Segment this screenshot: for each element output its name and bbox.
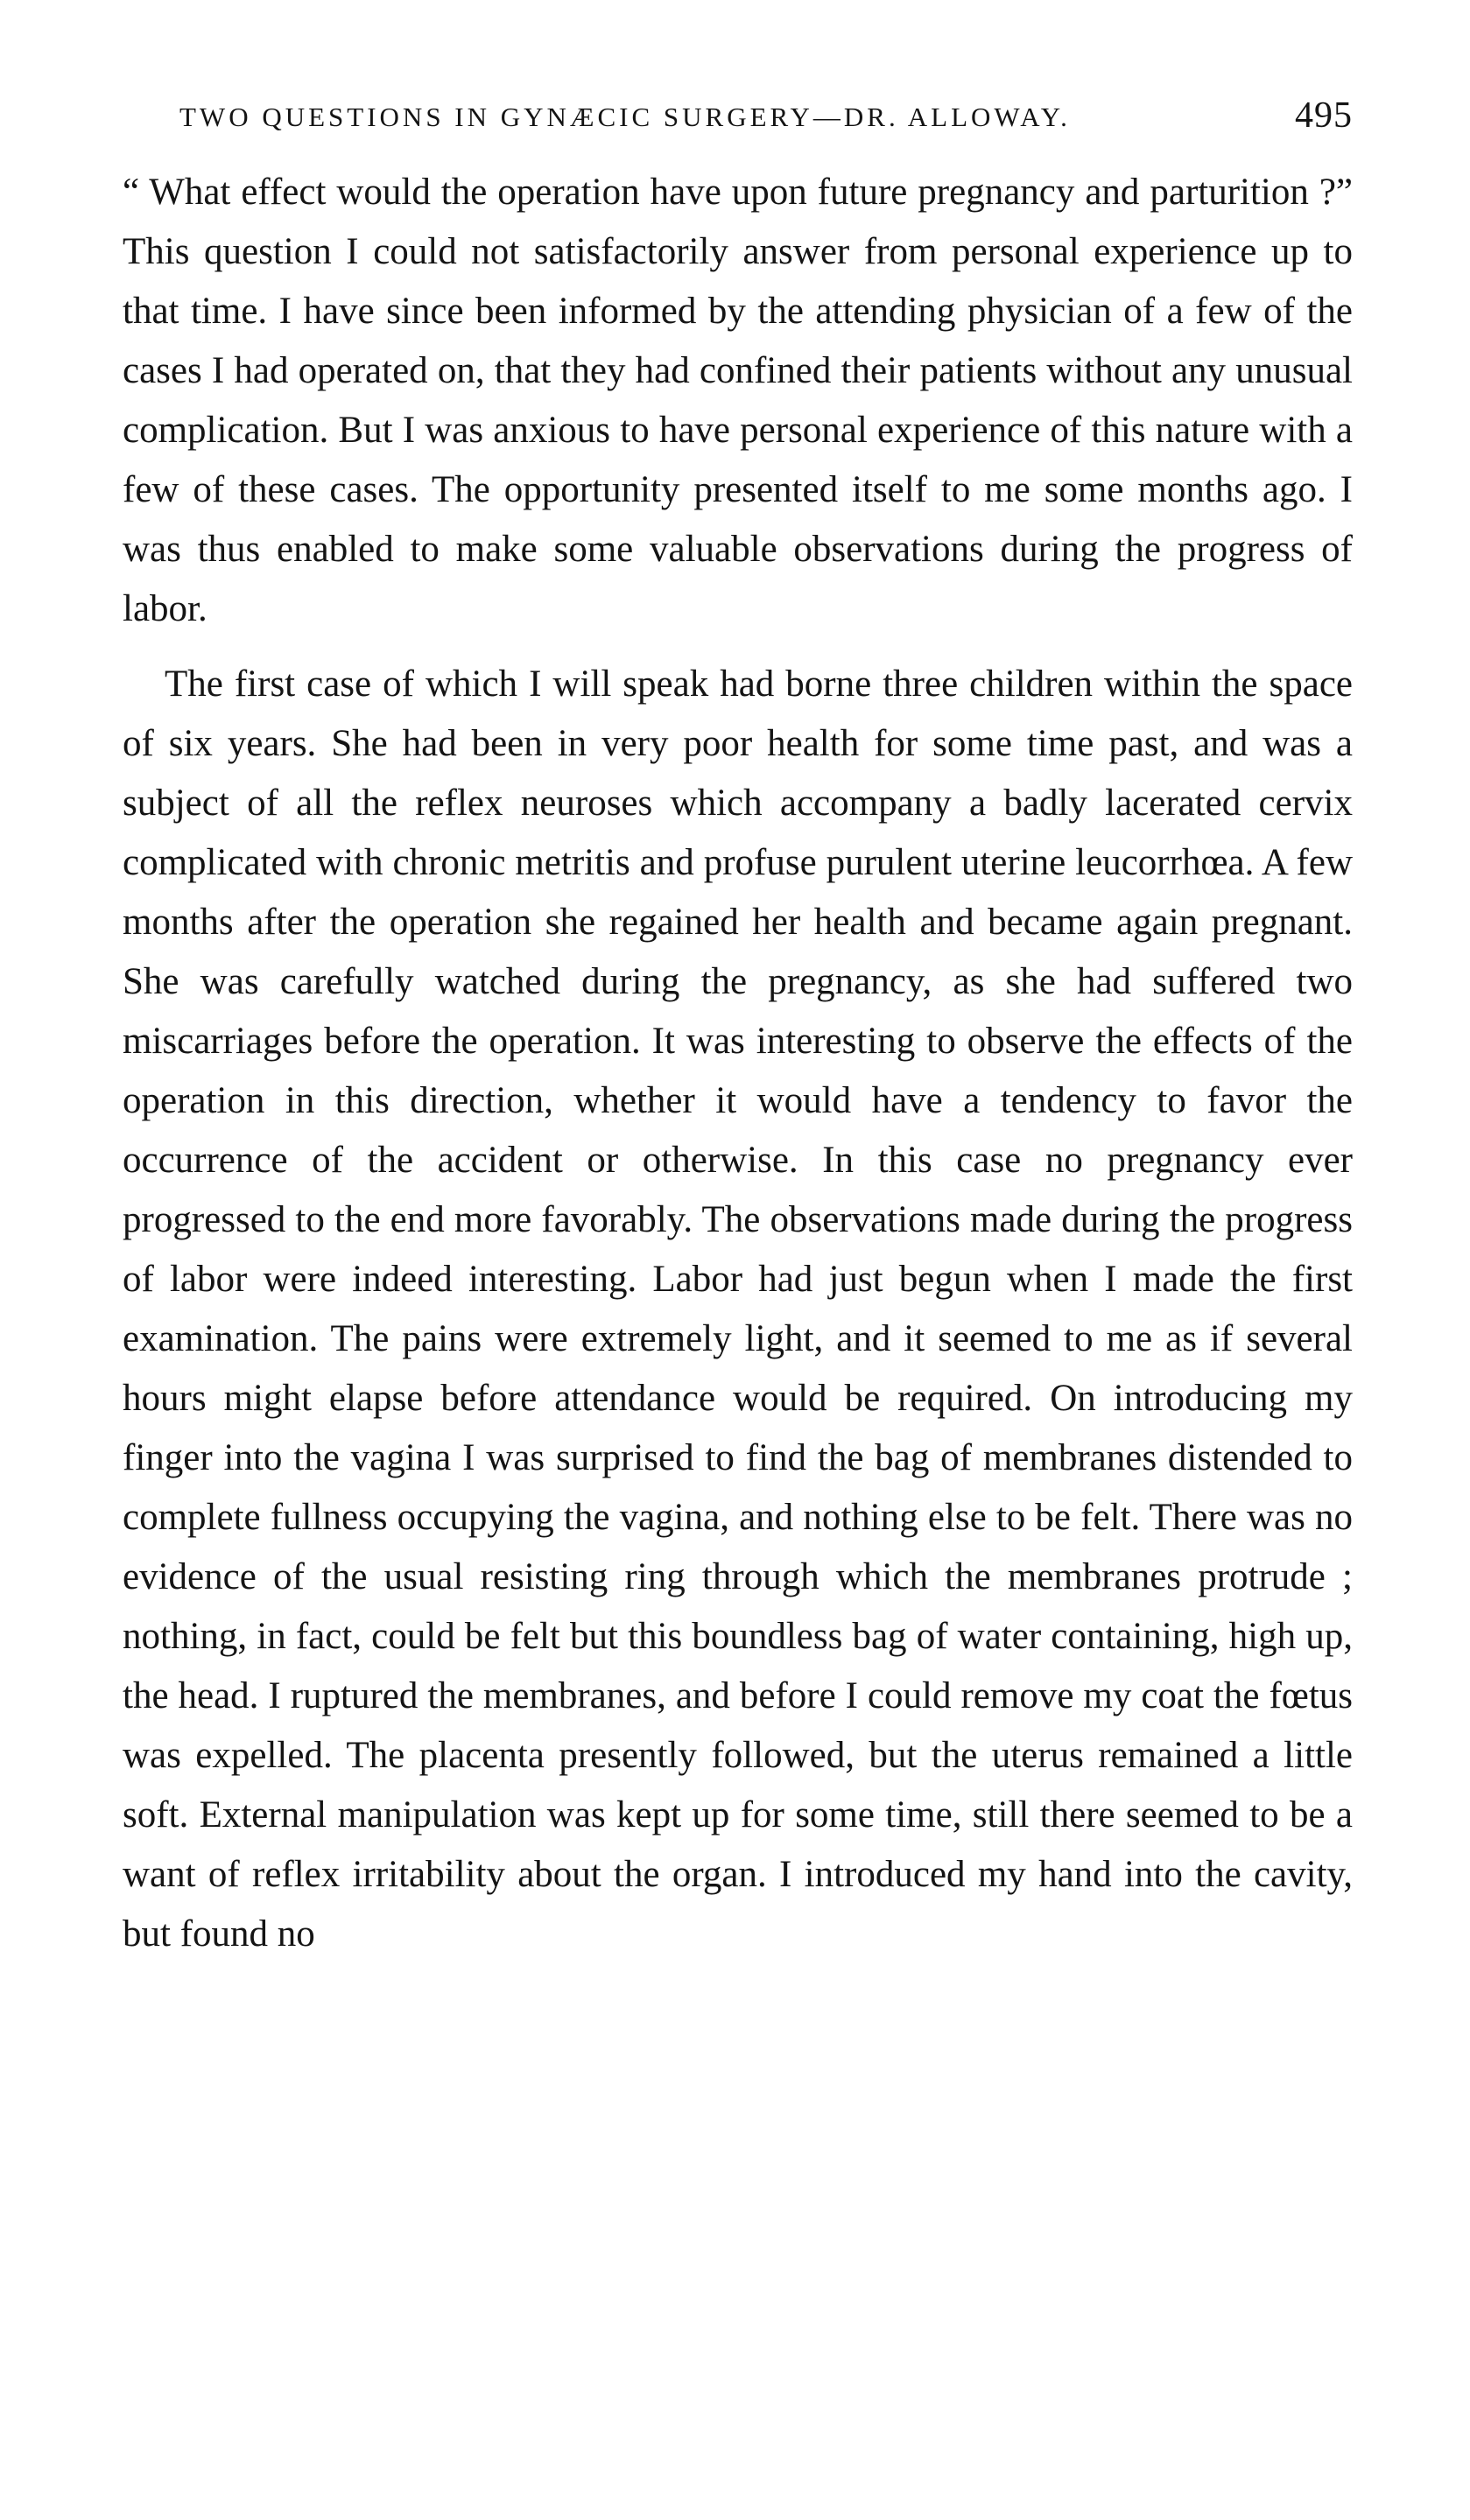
running-title: TWO QUESTIONS IN GYNÆCIC SURGERY—DR. ALLOWAY. — [179, 102, 1071, 132]
page-number: 495 — [1295, 95, 1353, 136]
paragraph-2: The first case of which I will speak had borne three children within the space of six years. She had been in very poor health for some time past, and was a subject of all the reflex neuroses which accompany a badly lacerated cervix complicated with chronic metritis and profuse purulent uterine leucorrhœa. A few months after the operation she regained her health and became again pregnant. She was carefully watched during the pregnancy, as she had suffered two miscarriages before the operation. It was interesting to observe the effects of the operation in this direction, whether it would have a tendency to favor the occurrence of the accident or otherwise. In this case no pregnancy ever progressed to the end more favorably. The observations made during the progress of labor were indeed interesting. Labor had just begun when I made the first examination. The pains were extremely light, and it seemed to me as if several hours might elapse before attendance would be required. On introducing my finger into the vagina I was surprised to find the bag of membranes distended to complete fullness occupying the vagina, and nothing else to be felt. There was no evidence of the usual resisting ring through which the membranes protrude ; nothing, in fact, could be felt but this boundless bag of water containing, high up, the head. I ruptured the membranes, and before I could remove my coat the fœtus was expelled. The placenta presently followed, but the uterus remained a little soft. External manipulation was kept up for some time, still there seemed to be a want of reflex irritability about the organ. I introduced my hand into the cavity, but found no — [123, 663, 1353, 1955]
body-text — [123, 163, 1353, 1964]
paragraph-1: “ What effect would the operation have upon future pregnancy and parturition ?” This question I could not satisfactorily answer from personal experience up to that time. I have since been informed by the attending physician of a few of the cases I had operated on, that they had confined their patients without any unusual complication. But I was anxious to have personal experience of this nature with a few of these cases. The opportunity presented itself to me some months ago. I was thus enabled to make some valuable observations during the progress of labor. — [123, 172, 1353, 629]
running-head — [179, 95, 1353, 147]
